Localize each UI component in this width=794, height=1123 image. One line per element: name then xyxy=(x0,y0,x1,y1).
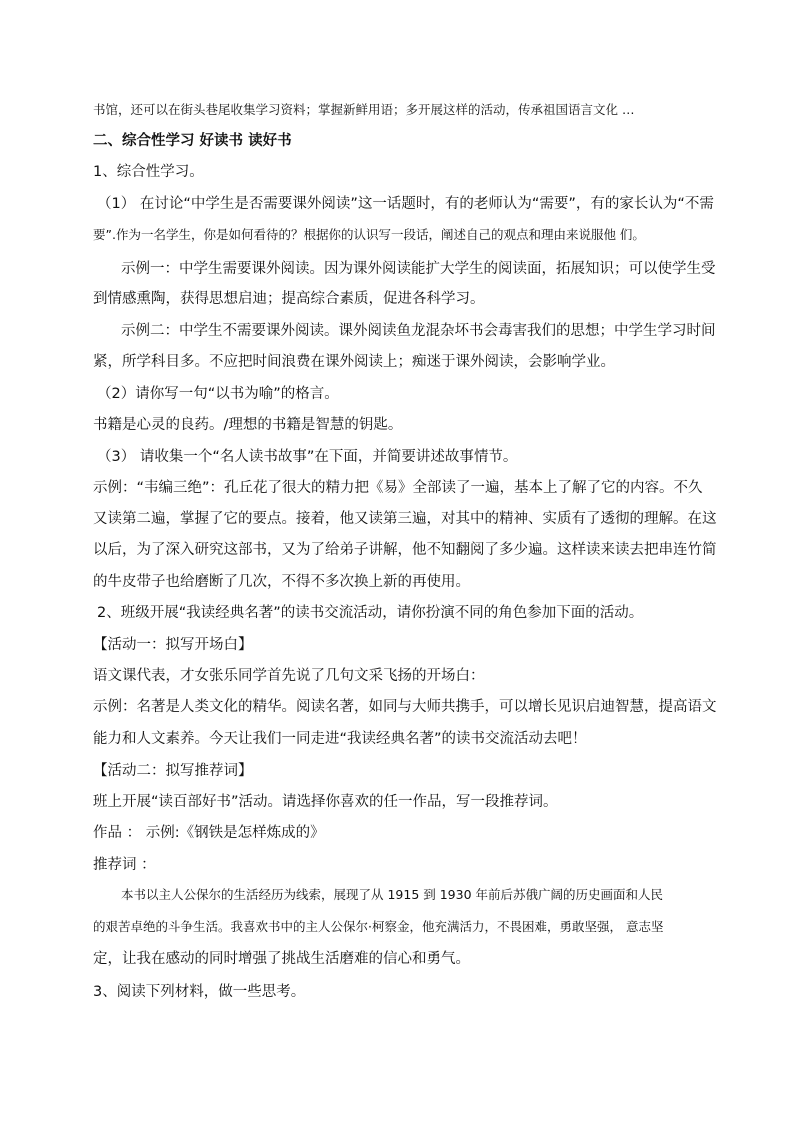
text-line: 3、阅读下列材料，做一些思考。 xyxy=(93,984,306,1000)
text-line: 又读第二遍，掌握了它的要点。接着，他又读第三遍，对其中的精神、实质有了透彻的理解。在这 xyxy=(93,511,717,527)
text-line: 的艰苦卓绝的斗争生活。我喜欢书中的主人公保尔·柯察金，他充满活力，不畏困难，勇敢坚强， 意志坚 xyxy=(93,919,664,934)
text-line: （3） 请收集一个“名人读书故事”在下面，并简要讲述故事情节。 xyxy=(97,449,518,465)
activity-heading: 【活动二：拟写推荐词】 xyxy=(93,763,253,779)
text-line: 书馆，还可以在街头巷尾收集学习资料；掌握新鲜用语；多开展这样的活动，传承祖国语言文化 … xyxy=(93,102,635,117)
text-line: （1） 在讨论“中学生是否需要课外阅读”这一话题时，有的老师认为“需要”，有的家长认为“不需 xyxy=(97,196,714,212)
text-line: （2）请你写一句“以书为喻”的格言。 xyxy=(97,386,339,402)
text-line: 定，让我在感动的同时增强了挑战生活磨难的信心和勇气。 xyxy=(93,951,470,967)
text-line: 紧，所学科目多。不应把时间浪费在课外阅读上；痴迷于课外阅读，会影响学业。 xyxy=(93,354,615,370)
text-line: 示例：“韦编三绝”：孔丘花了很大的精力把《易》全部读了一遍，基本上了解了它的内容。不久 xyxy=(93,480,703,496)
text-line: 要”.作为一名学生，你是如何看待的？根据你的认识写一段话，阐述自己的观点和理由来说服他 们。 xyxy=(93,227,645,242)
text-line: 示例：名著是人类文化的精华。阅读名著，如同与大师共携手，可以增长见识启迪智慧，提高语文 xyxy=(93,699,717,715)
text-line: 本书以主人公保尔的生活经历为线索，展现了从 1915 到 1930 年前后苏俄广阔的历史画面和人民 xyxy=(121,887,664,902)
text-line: 到情感熏陶，获得思想启迪；提高综合素质，促进各科学习。 xyxy=(93,291,485,307)
text-line: 以后，为了深入研究这部书，又为了给弟子讲解，他不知翻阅了多少遍。这样读来读去把串连竹简 xyxy=(93,542,717,558)
text-line: 1、综合性学习。 xyxy=(93,164,204,180)
text-line: 语文课代表，才女张乐同学首先说了几句文采飞扬的开场白： xyxy=(93,668,485,684)
text-line: 班上开展“读百部好书”活动。请选择你喜欢的任一作品，写一段推荐词。 xyxy=(93,794,558,810)
section-heading: 二、综合性学习 好读书 读好书 xyxy=(93,133,292,149)
text-line: 示例一：中学生需要课外阅读。因为课外阅读能扩大学生的阅读面，拓展知识；可以使学生受 xyxy=(121,261,716,277)
text-line: 的牛皮带子也给磨断了几次，不得不多次换上新的再使用。 xyxy=(93,574,470,590)
text-line: 示例二：中学生不需要课外阅读。课外阅读鱼龙混杂坏书会毒害我们的思想；中学生学习时间 xyxy=(121,323,716,339)
text-line: 2、班级开展“我读经典名著”的读书交流活动，请你扮演不同的角色参加下面的活动。 xyxy=(97,605,644,621)
text-line: 书籍是心灵的良药。/理想的书籍是智慧的钥匙。 xyxy=(93,417,403,433)
activity-heading: 【活动一：拟写开场白】 xyxy=(93,637,253,653)
text-line: 作品 ： 示例:《钢铁是怎样炼成的》 xyxy=(93,825,325,841)
text-line: 推荐词 ： xyxy=(93,857,156,873)
text-line: 能力和人文素养。今天让我们一同走进“我读经典名著”的读书交流活动去吧！ xyxy=(93,731,587,747)
